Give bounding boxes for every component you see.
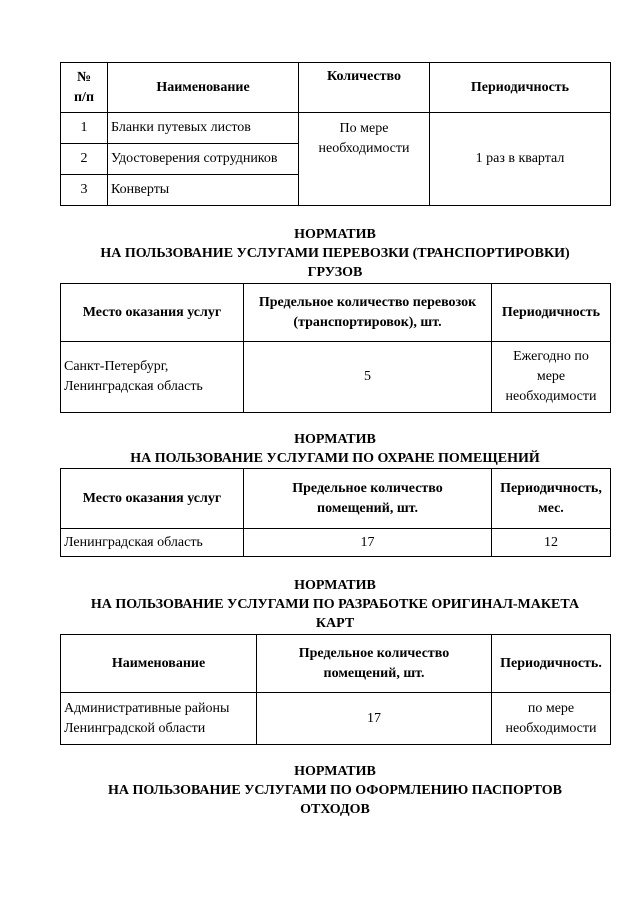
place-cell: Ленинградская область [61, 529, 244, 557]
header-quantity: Количество [299, 63, 430, 113]
header-limit: Предельное количество помещений, шт. [257, 635, 492, 693]
header-limit: Предельное количество помещений, шт. [244, 469, 492, 529]
header-period: Периодичность, мес. [492, 469, 611, 529]
header-number: № п/п [61, 63, 108, 113]
period-cell: Ежегодно по мере необходимости [492, 342, 611, 413]
row-number: 2 [61, 144, 108, 175]
section-heading-maps: НОРМАТИВ НА ПОЛЬЗОВАНИЕ УСЛУГАМИ ПО РАЗРАБОТКЕ ОРИГИНАЛ-МАКЕТА КАРТ [90, 578, 580, 631]
quantity-cell: По мере необходимости [299, 113, 430, 206]
period-cell: 1 раз в квартал [430, 113, 611, 206]
header-name: Наименование [108, 63, 299, 113]
limit-cell: 17 [257, 693, 492, 745]
transport-table [60, 283, 611, 413]
period-cell: 12 [492, 529, 611, 557]
header-place: Место оказания услуг [61, 469, 244, 529]
table-row [61, 113, 611, 144]
row-number: 3 [61, 175, 108, 206]
table-row [61, 529, 611, 557]
table-row [61, 342, 611, 413]
section-heading-transport: НОРМАТИВ НА ПОЛЬЗОВАНИЕ УСЛУГАМИ ПЕРЕВОЗКИ (ТРАНСПОРТИРОВКИ) ГРУЗОВ [100, 227, 570, 280]
header-period: Периодичность. [492, 635, 611, 693]
header-limit: Предельное количество перевозок (транспортировок), шт. [244, 284, 492, 342]
row-name: Конверты [108, 175, 299, 206]
table-row [61, 693, 611, 745]
place-cell: Санкт-Петербург, Ленинградская область [61, 342, 244, 413]
limit-cell: 5 [244, 342, 492, 413]
header-place: Место оказания услуг [61, 284, 244, 342]
name-cell: Административные районы Ленинградской области [61, 693, 257, 745]
limit-cell: 17 [244, 529, 492, 557]
header-period: Периодичность [492, 284, 611, 342]
row-name: Бланки путевых листов [108, 113, 299, 144]
section-heading-security: НОРМАТИВ НА ПОЛЬЗОВАНИЕ УСЛУГАМИ ПО ОХРАНЕ ПОМЕЩЕНИЙ [130, 432, 540, 466]
maps-table [60, 634, 611, 745]
header-period: Периодичность [430, 63, 611, 113]
security-table [60, 468, 611, 557]
header-name: Наименование [61, 635, 257, 693]
period-cell: по мере необходимости [492, 693, 611, 745]
row-number: 1 [61, 113, 108, 144]
row-name: Удостоверения сотрудников [108, 144, 299, 175]
section-heading-waste: НОРМАТИВ НА ПОЛЬЗОВАНИЕ УСЛУГАМИ ПО ОФОРМЛЕНИЮ ПАСПОРТОВ ОТХОДОВ [107, 764, 563, 817]
supplies-table [60, 62, 611, 206]
